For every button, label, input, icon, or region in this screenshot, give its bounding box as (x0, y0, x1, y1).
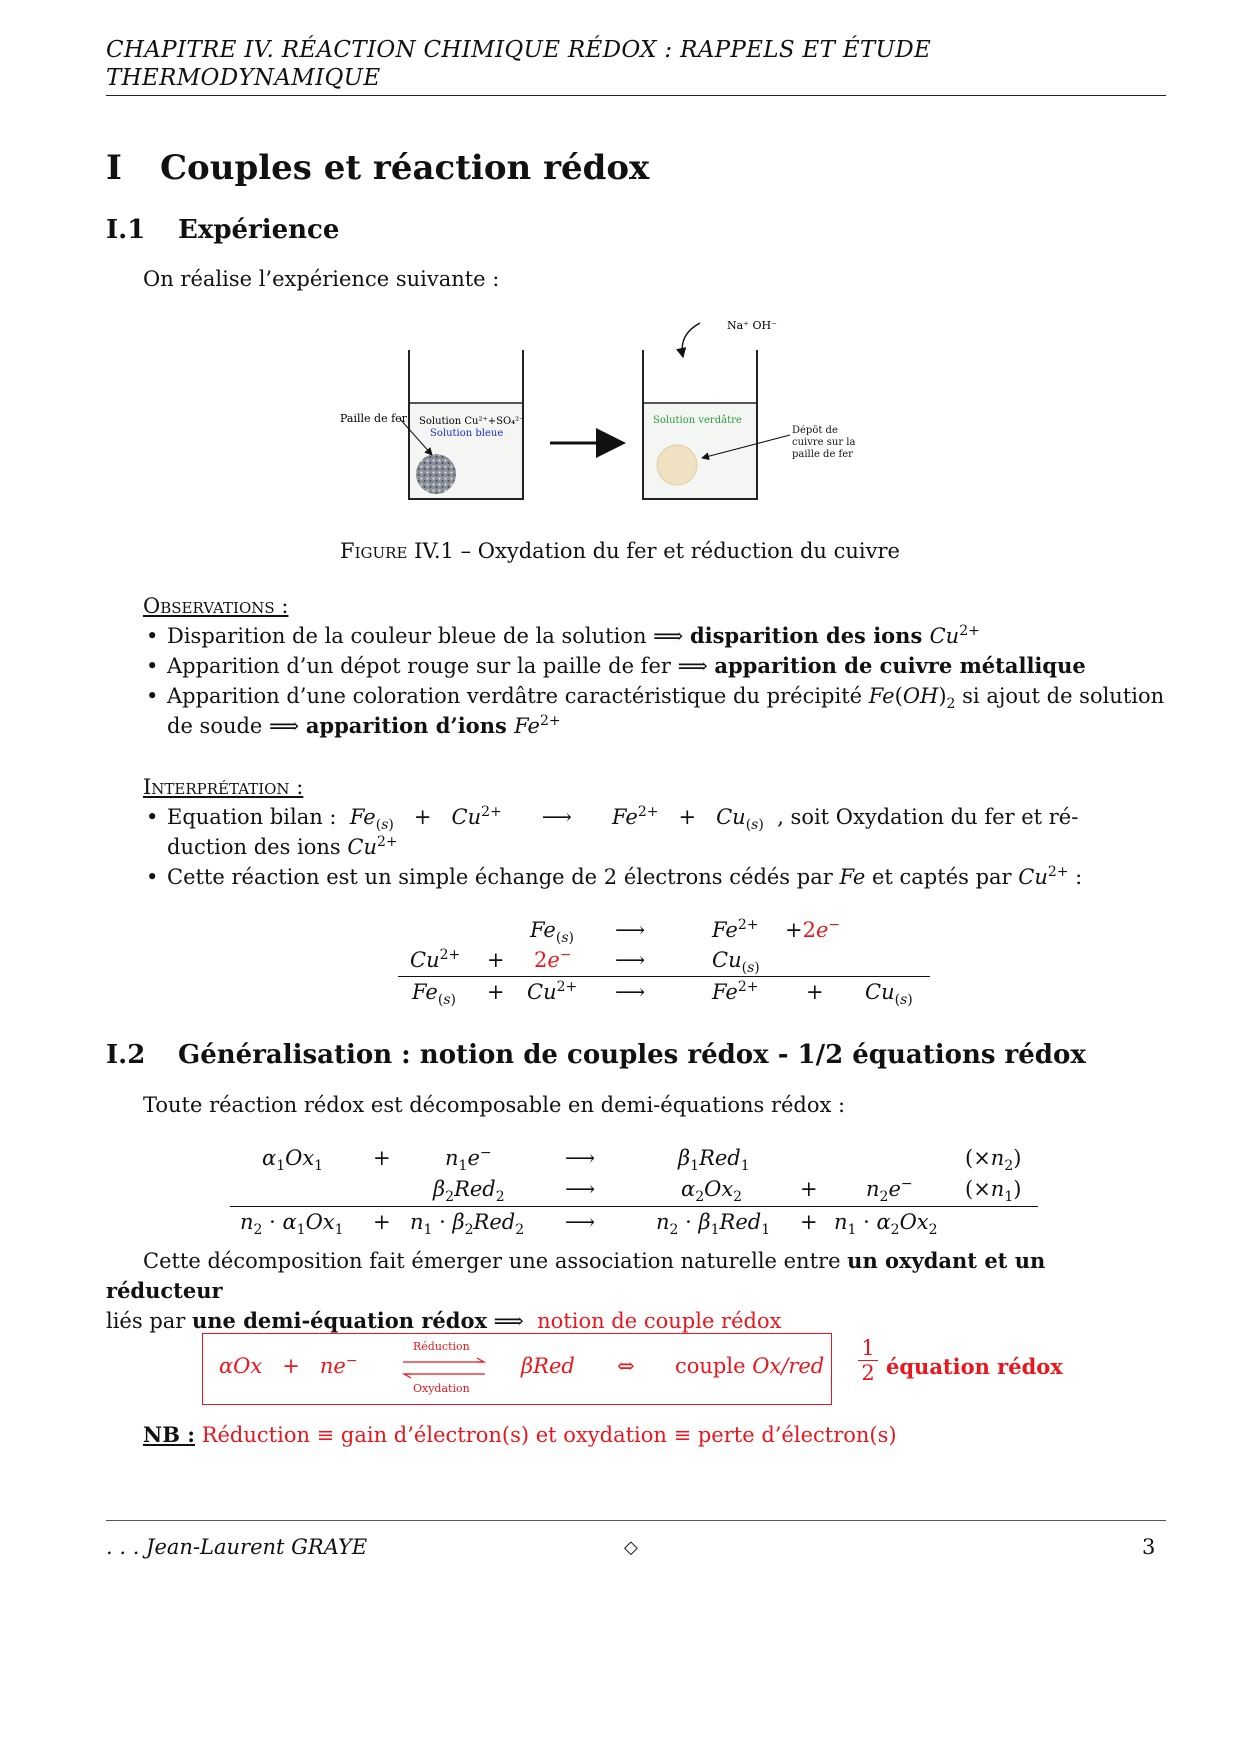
section-title: I Couples et réaction rédox (106, 148, 650, 188)
nb-note: NB : Réduction ≡ gain d’électron(s) et oxydation ≡ perte d’électron(s) (143, 1422, 897, 1447)
iron-wool (416, 454, 456, 494)
footer-rule (106, 1520, 1166, 1521)
experiment-figure (330, 315, 870, 515)
couple-paragraph: Cette décomposition fait émerger une association naturelle entre un oxydant et un réducteur liés par une demi-équation rédox ⟹ notion de couple rédox (106, 1248, 1046, 1333)
observation-3: • Apparition d’une coloration verdâtre caractéristique du précipité $Fe(OH)_2$ si ajout de solution de soude ⟹ apparition d’ions $Fe^{2+}$ (143, 681, 1173, 741)
reduction-oxydation-arrows: Réduction Oxydation (399, 1338, 489, 1398)
footer-diamond: ◇ (624, 1537, 638, 1558)
footer-author: . . . Jean-Laurent GRAYE (106, 1535, 368, 1559)
equation-redox-label: équation rédox (886, 1354, 1063, 1379)
running-header: CHAPITRE IV. RÉACTION CHIMIQUE RÉDOX : RAPPELS ET ÉTUDE THERMODYNAMIQUE (106, 37, 932, 91)
figure-caption: Figure IV.1 – Oxydation du fer et réduction du cuivre (340, 539, 900, 563)
experiment-intro: On réalise l’expérience suivante : (143, 267, 500, 291)
redox-couple-box: αOx + ne− Réduction Oxydation βRed ⇔ couple Ox/red (202, 1333, 832, 1405)
interpretation-1: • Equation bilan : $Fe_{(s)} + Cu^{2+}$ ⟶ $Fe^{2+} + Cu_{(s)}$ , soit Oxydation du fer et ré- duction des ions $Cu^{2+}$ (143, 802, 1173, 862)
observations-title: Observations : (143, 594, 289, 618)
copper-deposit (657, 445, 697, 485)
header-rule (106, 95, 1166, 96)
naoh-arrow (682, 323, 700, 357)
observation-2: • Apparition d’un dépot rouge sur la paille de fer ⟹ apparition de cuivre métallique (143, 651, 1173, 681)
paille-label: Paille de fer (340, 412, 407, 425)
page-number: 3 (1142, 1535, 1156, 1559)
observations-list (143, 621, 1173, 741)
solution-verdatre-label: Solution verdâtre (653, 415, 742, 426)
observation-1: • Disparition de la couleur bleue de la solution ⟹ disparition des ions $Cu^{2+}$ (143, 621, 1173, 651)
naoh-label: Na⁺ OH⁻ (727, 319, 777, 332)
interpretation-title: Interprétation : (143, 775, 304, 799)
solution-bleue-label: Solution bleue (430, 428, 504, 439)
generalisation-intro: Toute réaction rédox est décomposable en demi-équations rédox : (143, 1093, 846, 1117)
interpretation-2: • Cette réaction est un simple échange de 2 électrons cédés par Fe et captés par $Cu^{2+}$ : (143, 862, 1173, 892)
depot-label: Dépôt de cuivre sur la paille de fer (792, 425, 856, 460)
subsection-title-1: I.1 Expérience (106, 215, 340, 245)
interpretation-list (143, 802, 1173, 892)
subsection-title-2: I.2 Généralisation : notion de couples rédox - 1/2 équations rédox (106, 1040, 1086, 1070)
beaker-right (643, 323, 790, 499)
solution-label: Solution Cu²⁺+SO₄²⁻ (419, 416, 525, 427)
half-fraction: 1 2 (858, 1336, 878, 1385)
